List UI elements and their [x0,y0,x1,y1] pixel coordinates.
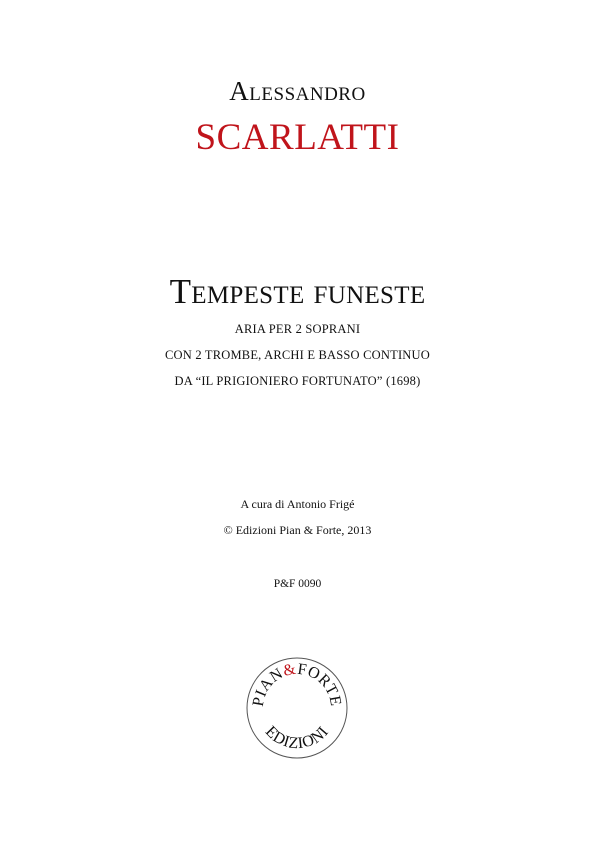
subtitle-line: ARIA PER 2 SOPRANI [234,322,361,336]
subtitle-line: CON 2 TROMBE, ARCHI E BASSO CONTINUO [165,348,430,362]
composer-last-name: SCARLATTI [195,117,400,158]
catalog-number: P&F 0090 [273,578,322,590]
composer-first-name: Alessandro [229,76,366,106]
seal-bottom-text: EDIZIONI [261,723,333,753]
publisher-logo [245,656,349,760]
publisher-seal-icon [245,656,349,760]
copyright-notice: © Edizioni Pian & Forte, 2013 [223,523,372,537]
seal-top-text: PIAN&FORTE [249,660,345,708]
subtitle-line: DA “IL PRIGIONIERO FORTUNATO” (1698) [174,374,421,388]
editor-credit: A cura di Antonio Frigé [240,497,355,511]
work-title: Tempeste funeste [169,272,426,311]
